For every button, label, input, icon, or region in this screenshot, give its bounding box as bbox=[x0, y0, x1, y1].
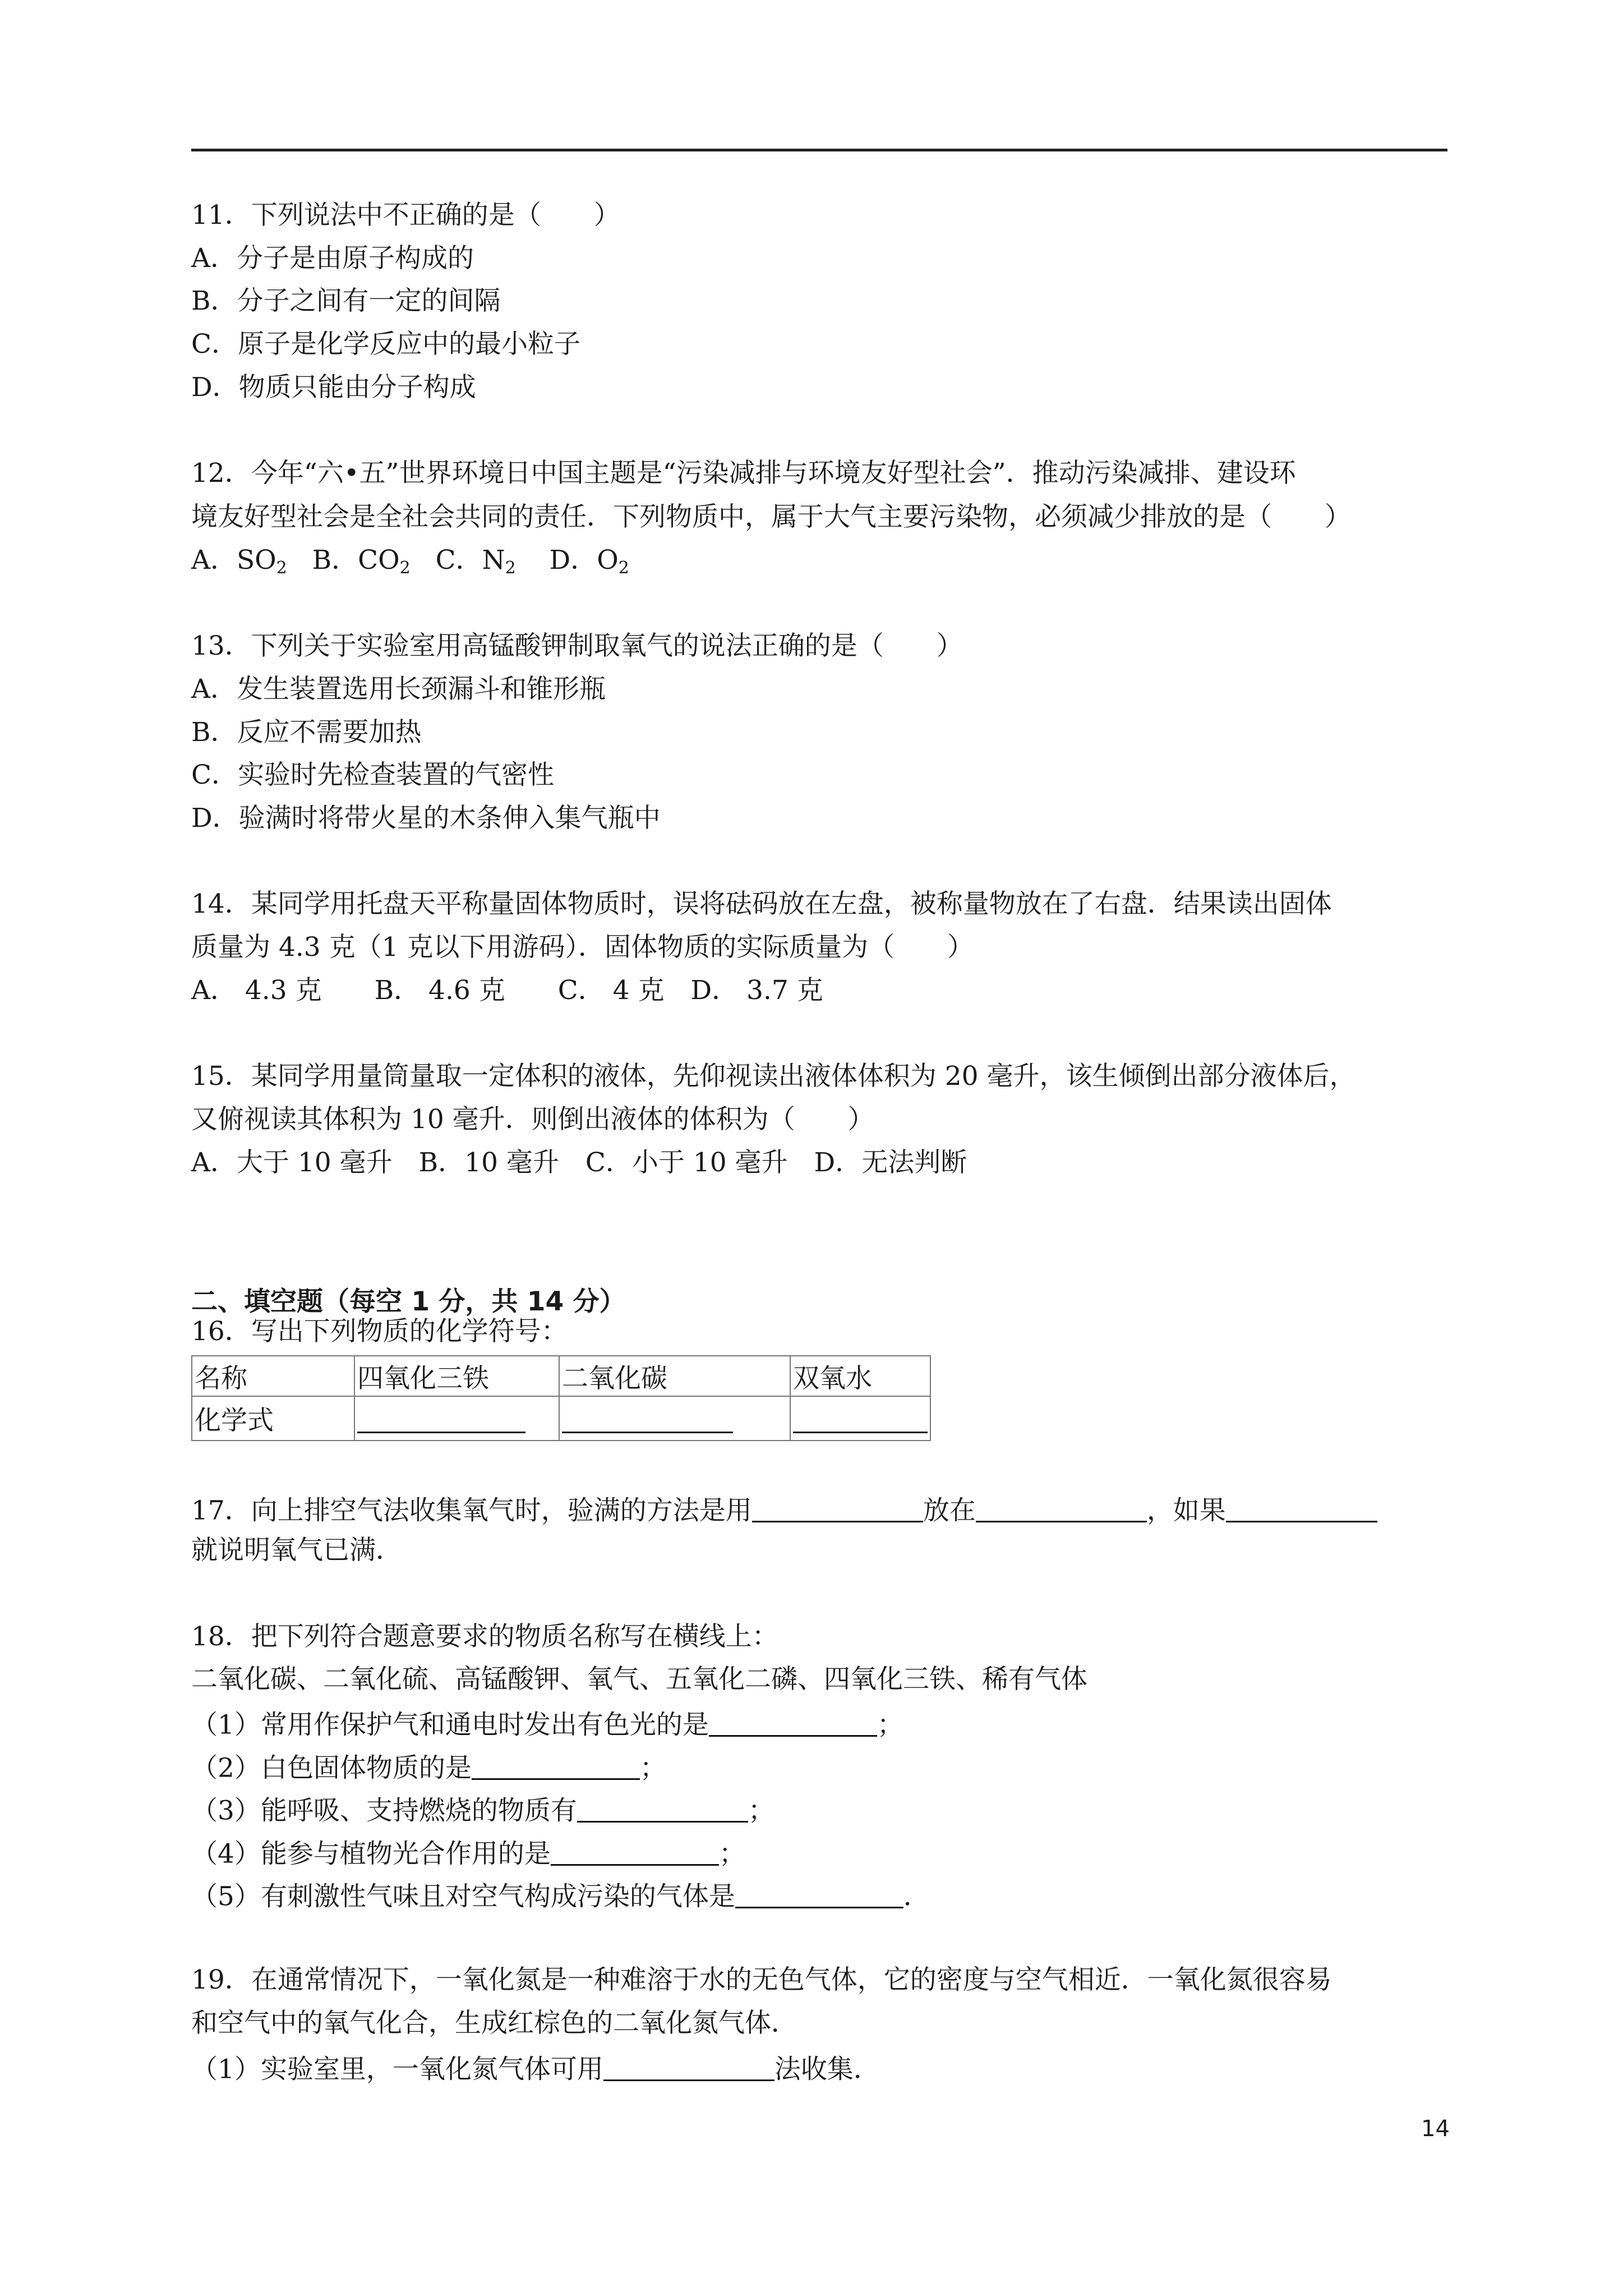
q19-line1: 19．在通常情况下，一氧化氮是一种难溶于水的无色气体，它的密度与空气相近．一氧化氮很容易 bbox=[191, 1964, 1332, 1995]
table-row bbox=[192, 1396, 930, 1441]
answer-blank[interactable] bbox=[472, 1752, 640, 1780]
q13-stem: 13．下列关于实验室用高锰酸钾制取氧气的说法正确的是（ ） bbox=[191, 631, 963, 661]
q14-line2: 质量为 4.3 克（1 克以下用游码）．固体物质的实际质量为（ ） bbox=[191, 932, 974, 963]
q16-stem: 16．写出下列物质的化学符号： bbox=[191, 1316, 568, 1347]
q17-line2: 就说明氧气已满． bbox=[191, 1535, 402, 1566]
answer-blank[interactable] bbox=[1226, 1494, 1377, 1522]
table-cell: 双氧水 bbox=[790, 1356, 930, 1396]
q12-line2: 境友好型社会是全社会共同的责任．下列物质中，属于大气主要污染物，必须减少排放的是（ ） bbox=[191, 501, 1351, 532]
section-heading: 二、填空题（每空 1 分，共 14 分） bbox=[191, 1286, 626, 1317]
q18-item-1: （1）常用作保护气和通电时发出有色光的是 ； bbox=[191, 1709, 903, 1741]
table-cell: 二氧化碳 bbox=[559, 1356, 790, 1396]
q15-line2: 又俯视读其体积为 10 毫升．则倒出液体的体积为（ ） bbox=[191, 1104, 874, 1135]
table-row bbox=[192, 1356, 930, 1396]
q18-item-2: （2）白色固体物质的是 ； bbox=[191, 1752, 666, 1784]
q14-line1: 14．某同学用托盘天平称量固体物质时，误将砝码放在左盘，被称量物放在了右盘．结果读出固体 bbox=[191, 889, 1332, 919]
q17-text: 放在 bbox=[923, 1495, 976, 1526]
q13-option-c: C．实验时先检查装置的气密性 bbox=[191, 760, 554, 790]
table-cell: 名称 bbox=[192, 1356, 354, 1396]
answer-blank[interactable] bbox=[562, 1409, 733, 1433]
q11-option-b: B．分子之间有一定的间隔 bbox=[191, 286, 501, 316]
q18-item-5: （5）有刺激性气味且对空气构成污染的气体是 ． bbox=[191, 1881, 930, 1912]
q11-stem: 11．下列说法中不正确的是（ ） bbox=[191, 200, 620, 231]
q12-option-c: C．$N_2$ bbox=[435, 545, 516, 578]
answer-blank[interactable] bbox=[976, 1494, 1147, 1522]
q11-option-a: A．分子是由原子构成的 bbox=[191, 243, 474, 274]
q13-option-b: B．反应不需要加热 bbox=[191, 717, 422, 748]
q18-substance-list: 二氧化碳、二氧化硫、高锰酸钾、氧气、五氧化二磷、四氧化三铁、稀有气体 bbox=[191, 1664, 1087, 1695]
answer-blank[interactable] bbox=[709, 1709, 877, 1737]
q11-option-c: C．原子是化学反应中的最小粒子 bbox=[191, 329, 580, 360]
q12-option-d: D．$O_2$ bbox=[549, 545, 629, 578]
formula-table bbox=[191, 1355, 931, 1441]
q18-item-4: （4）能参与植物光合作用的是 ； bbox=[191, 1838, 745, 1870]
answer-blank[interactable] bbox=[735, 1880, 903, 1908]
q13-option-d: D．验满时将带火星的木条伸入集气瓶中 bbox=[191, 803, 661, 834]
q14-options: A． 4.3 克 B． 4.6 克 C． 4 克 D． 3.7 克 bbox=[191, 975, 823, 1006]
header-rule bbox=[191, 149, 1447, 151]
q11-option-d: D．物质只能由分子构成 bbox=[191, 372, 476, 403]
q12-option-a: A．$SO_2$ bbox=[191, 545, 287, 578]
q13-option-a: A．发生装置选用长颈漏斗和锥形瓶 bbox=[191, 674, 606, 705]
answer-cell[interactable] bbox=[354, 1396, 559, 1441]
answer-blank[interactable] bbox=[793, 1409, 928, 1433]
answer-blank[interactable] bbox=[603, 2053, 774, 2081]
answer-blank[interactable] bbox=[357, 1409, 525, 1433]
answer-blank[interactable] bbox=[752, 1494, 923, 1522]
q18-stem: 18．把下列符合题意要求的物质名称写在横线上： bbox=[191, 1621, 778, 1652]
answer-cell[interactable] bbox=[790, 1396, 930, 1441]
answer-cell[interactable] bbox=[559, 1396, 790, 1441]
q15-line1: 15．某同学用量筒量取一定体积的液体，先仰视读出液体体积为 20 毫升，该生倾倒出部分液体后， bbox=[191, 1061, 1356, 1092]
q17-line1 bbox=[191, 1494, 1377, 1524]
q18-item-3: （3）能呼吸、支持燃烧的物质有 ； bbox=[191, 1795, 774, 1826]
q12-line1: 12．今年“六•五”世界环境日中国主题是“污染减排与环境友好型社会”．推动污染减排、建设环 bbox=[191, 458, 1296, 489]
q12-options bbox=[191, 547, 629, 577]
q19-line2: 和空气中的氧气化合，生成红棕色的二氧化氮气体． bbox=[191, 2008, 797, 2039]
page-number: 14 bbox=[1421, 2116, 1450, 2142]
q12-option-b: B．$CO_2$ bbox=[312, 545, 411, 578]
table-cell: 化学式 bbox=[192, 1396, 354, 1441]
answer-blank[interactable] bbox=[551, 1838, 719, 1866]
q15-options: A．大于 10 毫升 B．10 毫升 C．小于 10 毫升 D．无法判断 bbox=[191, 1147, 967, 1178]
q19-sub1: （1）实验室里，一氧化氮气体可用 法收集． bbox=[191, 2054, 880, 2085]
q17-text: ，如果 bbox=[1146, 1495, 1226, 1526]
answer-blank[interactable] bbox=[577, 1795, 748, 1823]
table-cell: 四氧化三铁 bbox=[354, 1356, 559, 1396]
q17-text: 17．向上排空气法收集氧气时，验满的方法是用 bbox=[191, 1495, 752, 1526]
